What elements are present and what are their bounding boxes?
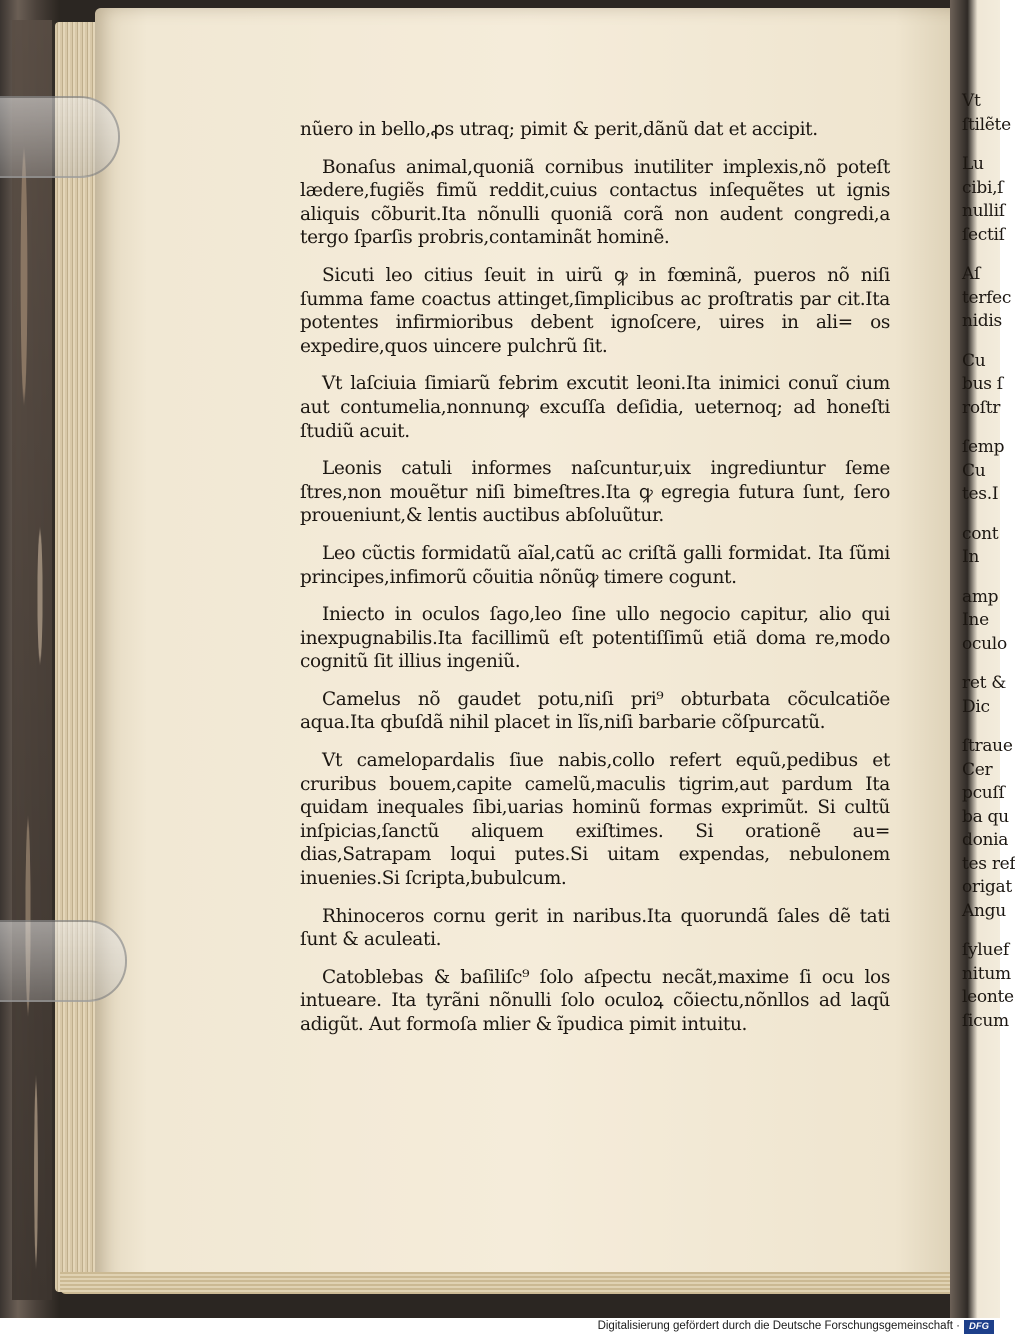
paragraph-gap [962, 507, 1000, 523]
facing-page-line: tes ref [962, 853, 1015, 874]
page-text [300, 118, 890, 1051]
facing-page-line: ſicum [962, 1010, 1009, 1031]
facing-page-line: ſtilẽte [962, 114, 1011, 135]
paragraph: Vt camelopardalis ſiue nabis,collo refert equũ,pedibus et cruribus bouem,capite camelũ,maculis tigrim,aut pardum Ita quidam inequales ſibi,uarias hominũ formas exprimũt. Si cultũ inſpicias,ſanctũ aliquem exiſtimes. Si orationẽ au= dias,Satrapam loqui putes.Si uitam expendas, nebulonem inuenies.Si ſcripta,bubulcum. [300, 750, 890, 890]
facing-page-line: ba qu [962, 806, 1009, 827]
paragraph-gap [962, 334, 1000, 350]
facing-page-line: ſectiſ [962, 224, 1005, 245]
facing-page-line: Dic [962, 696, 990, 717]
facing-page-line: nitum [962, 963, 1011, 984]
facing-page-line: Ine [962, 610, 989, 630]
paragraph: Vt laſciuia ſimiarũ febrim excutit leoni.Ita inimici conuĩ cium aut contumelia,nonnunꝙ excuſſa deſidia, ueternoq; ad honeſti ſtudiũ acuit. [300, 373, 890, 442]
paragraph-gap [962, 570, 1000, 586]
paragraph: nũero in bello,ꝓs utraq; pimit & perit,dãnũ dat et accipit. [300, 119, 818, 140]
dfg-credit: Digitalisierung gefördert durch die Deutsche Forschungsgemeinschaft · [597, 1320, 960, 1332]
facing-page-line: ſyluef [962, 940, 1009, 960]
paragraph: Bonaſus animal,quoniã cornibus inutiliter implexis,nõ poteſt lædere,fugiẽs fimũ reddit,cuius contactus inſequẽtes ut ignis aliquis cõburit.Ita nõnulli quoniã corã non audent congredi,a tergo ſparſis probris,contaminãt hominẽ. [300, 156, 890, 249]
facing-page-line: Vt [962, 91, 981, 111]
paragraph-gap [962, 137, 1000, 153]
facing-page-line: nidis [962, 311, 1002, 331]
facing-page-line: nulliſ [962, 201, 1005, 221]
page-holder-clip-top [0, 96, 120, 178]
paragraph: Camelus nõ gaudet potu,niſi pri⁹ obturbata cõculcatiõe aqua.Ita qbuſdã nihil placet in lĩs,niſi barbarie cõſpurcatũ. [300, 688, 890, 734]
page-stack-bottom [60, 1272, 960, 1294]
facing-page-line: cont [962, 523, 999, 544]
facing-page-line: tes.I [962, 484, 999, 504]
facing-page-line: Cer [962, 759, 993, 780]
paragraph: Rhinoceros cornu gerit in naribus.Ita quorundã ſales dẽ tati ſunt & aculeati. [300, 905, 890, 951]
facing-page-fragments [962, 90, 1015, 1090]
facing-page-line: terfec [962, 287, 1012, 308]
facing-page-line: origat [962, 877, 1012, 897]
footer-bar [0, 1318, 1000, 1337]
paragraph-gap [962, 247, 1000, 263]
facing-page-line: amp [962, 586, 999, 607]
facing-page-line: In [962, 547, 980, 567]
facing-page-line: ret & [962, 673, 1007, 693]
facing-page-line: Cu [962, 460, 986, 481]
paragraph: Leo cũctis formidatũ aĩal,catũ ac criſtã galli formidat. Ita ſũmi principes,infimorũ cõuitia nõnũꝙ timere cogunt. [300, 542, 890, 588]
page-holder-clip-bottom [0, 920, 127, 1002]
facing-page-line: oculo [962, 633, 1007, 654]
paragraph: Sicuti leo citius ſeuit in uirũ ꝙ in fœminã, pueros nõ niſi ſumma fame coactus attinget,ſimplicibus ac proſtratis par cit.Ita potentes infirmioribus debent ignoſcere, uires in ali= os expedire,quos uincere pulchrũ ſit. [300, 264, 890, 357]
facing-page-line: Cu [962, 350, 986, 371]
dfg-logo: DFG [964, 1320, 994, 1334]
paragraph-gap [962, 656, 1000, 672]
paragraph: Catoblebas & baſiliſc⁹ ſolo aſpectu necãt,maxime ſi ocu los intueare. Ita tyrãni nõnulli ſolo oculoꝝ cõiectu,nõnllos ad laqũ adigũt. Aut formoſa mlier & ĩpudica pimit intuitu. [300, 966, 890, 1035]
facing-page-line: pcuſſ [962, 783, 1005, 803]
facing-page-line: Lu [962, 154, 984, 174]
paragraph-gap [962, 420, 1000, 436]
marbled-binding [12, 20, 52, 1300]
facing-page-line: leonte [962, 987, 1014, 1007]
paragraph-gap [962, 923, 1000, 939]
facing-page-line: Aſ [962, 264, 980, 284]
paragraph-gap [962, 1033, 1000, 1049]
facing-page-line: Angu [962, 900, 1006, 921]
facing-page-line: roſtr [962, 397, 1001, 418]
facing-page-line: bus ſ [962, 374, 1003, 394]
facing-page-line: ſemp [962, 437, 1005, 457]
facing-page-line: donia [962, 830, 1009, 850]
paragraph: Iniecto in oculos ſago,leo ſine ullo negocio capitur, alio qui inexpugnabilis.Ita facillimũ eſt potentiſſimũ etiã doma re,modo cognitũ ſit illius ingeniũ. [300, 604, 890, 673]
paragraph-gap [962, 719, 1000, 735]
facing-page-line: ſtraue [962, 736, 1013, 756]
facing-page-line: cibi,ſ [962, 177, 1004, 198]
paragraph: Leonis catuli informes naſcuntur,uix ingrediuntur ſeme ſtres,non mouẽtur niſi bimeſtres.Ita ꝙ egregia futura ſunt, ſero proueniunt,& lentis auctibus abſoluũtur. [300, 458, 890, 527]
